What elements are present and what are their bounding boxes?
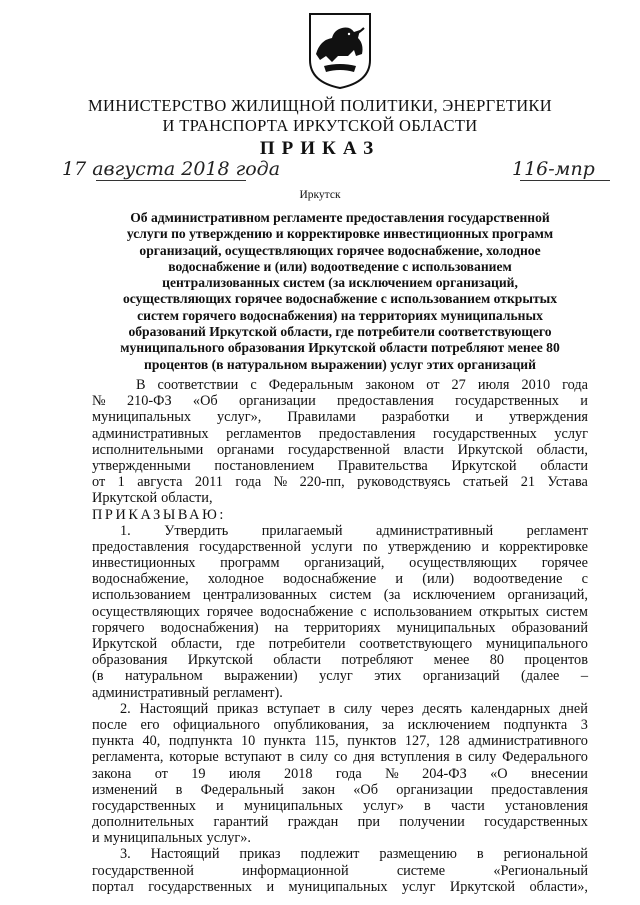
body-line	[92, 587, 588, 603]
word: осуществляющих	[409, 555, 518, 572]
word: календарных	[470, 700, 551, 717]
word: в	[424, 797, 431, 814]
word: государственных	[455, 393, 559, 410]
word: области»,	[529, 878, 588, 895]
word: услуг».	[206, 830, 252, 847]
word: дней	[559, 700, 588, 717]
word: №	[92, 393, 106, 410]
word: 80	[489, 652, 505, 669]
body-line	[92, 539, 588, 555]
word: муниципальных	[396, 619, 496, 636]
word: области,	[170, 636, 223, 652]
handwritten-number: 116-мпр	[512, 158, 595, 180]
word: муниципальных	[103, 830, 203, 847]
word: (за	[383, 587, 401, 604]
word: административного	[468, 733, 588, 750]
city: Иркутск	[299, 189, 341, 201]
word: использованием	[373, 603, 473, 620]
word: и	[92, 830, 100, 847]
word: от	[426, 377, 440, 393]
word: года	[235, 474, 262, 491]
word: руководствуясь	[357, 474, 451, 491]
word: муниципальных	[288, 878, 388, 895]
word: вступления	[380, 749, 450, 766]
word: «О	[490, 765, 508, 782]
word: силу	[299, 749, 329, 766]
word: области	[273, 652, 322, 669]
title-line: осуществляющих горячее водоснабжение с использованием открытых	[122, 291, 558, 307]
word: которые	[169, 749, 219, 766]
word: (в	[92, 668, 104, 685]
body-line	[92, 782, 588, 798]
word: разработки	[381, 409, 450, 426]
title-line: систем горячего водоснабжения) на территориях муниципальных	[137, 307, 543, 323]
word: 21	[520, 474, 536, 491]
word: Правительства	[337, 457, 428, 474]
word: дня	[353, 749, 375, 766]
body-line	[92, 474, 588, 490]
word: В	[136, 377, 146, 393]
body-line	[92, 555, 588, 571]
word: со	[333, 749, 348, 766]
word: «Об	[192, 393, 218, 410]
word: размещению	[379, 846, 457, 863]
word: административный	[92, 684, 210, 701]
word: 128	[438, 733, 460, 750]
word: года	[335, 765, 362, 782]
word: и	[481, 538, 489, 555]
word: образований	[511, 619, 588, 636]
word: вступает	[266, 700, 320, 717]
word: административный	[376, 522, 494, 539]
word: подлежит	[300, 846, 360, 863]
word: услуги	[311, 538, 353, 555]
word: 27	[451, 377, 466, 393]
word: и	[395, 571, 404, 588]
word: образования	[92, 652, 168, 669]
word: организаций,	[304, 555, 385, 572]
word: после	[92, 716, 127, 733]
word: области,	[536, 441, 588, 458]
word: при	[357, 814, 381, 831]
word: Иркутской	[92, 490, 158, 507]
word: организации	[238, 393, 316, 410]
word: июля	[477, 377, 510, 393]
word: 3	[580, 716, 588, 733]
body-line	[92, 490, 588, 506]
word: соответствующего	[359, 636, 473, 652]
word: 220-пп,	[299, 474, 345, 491]
body-line	[92, 717, 588, 733]
word: и	[266, 878, 275, 895]
title-line: муниципального образования Иркутской области потребляют менее 80	[120, 340, 560, 356]
word: государственной	[199, 538, 301, 555]
word: соответствии	[157, 377, 239, 393]
word: менее	[433, 652, 470, 669]
word: пункта	[92, 733, 134, 750]
word: услуг	[554, 425, 588, 442]
word: исполнительными	[92, 441, 204, 458]
word: августа	[137, 474, 183, 491]
word: по	[362, 538, 378, 555]
word: территориях	[304, 619, 381, 636]
word: №	[273, 474, 288, 491]
word: официального	[173, 716, 260, 733]
word: внесении	[530, 765, 588, 782]
word: 2011	[194, 474, 223, 491]
word: в	[175, 781, 183, 798]
word: с	[581, 571, 588, 588]
word: с	[250, 377, 257, 393]
body-line	[92, 733, 588, 749]
word: услуг»,	[216, 409, 262, 426]
word: инвестиционных	[92, 555, 196, 572]
word: Федеральным	[268, 377, 354, 393]
word: подпункта	[168, 733, 233, 750]
word: через	[380, 700, 414, 717]
word: в	[287, 749, 295, 766]
handwritten-date: 17 августа 2018 года	[62, 158, 281, 180]
word: дополнительных	[92, 814, 195, 831]
body-line	[92, 749, 588, 765]
word: силу	[343, 700, 373, 717]
word: государственных	[484, 814, 588, 831]
title-line: услуги по утверждению и корректировке инвестиционных программ	[126, 226, 554, 242]
word: (или)	[422, 571, 455, 588]
body-line	[92, 393, 588, 409]
body-line	[92, 636, 588, 652]
word: осуществляющих	[92, 603, 200, 620]
word: потребляют	[341, 652, 414, 669]
word: утверждению	[387, 538, 472, 555]
word: силу	[468, 749, 497, 766]
word: исключением	[412, 587, 496, 604]
word: Иркутской	[457, 441, 523, 458]
word: с	[360, 603, 367, 620]
number-underline	[520, 180, 610, 181]
body-line	[92, 620, 588, 636]
word: Иркутской	[451, 457, 517, 474]
body-line	[92, 507, 588, 523]
word: предоставления	[318, 425, 416, 442]
word: области	[540, 457, 588, 474]
word: и	[216, 797, 224, 814]
word: изменений	[92, 781, 158, 798]
word: государственных	[92, 797, 196, 814]
word: водоотведение	[473, 571, 563, 588]
word: водоснабжение,	[92, 571, 189, 588]
ministry-line-1: МИНИСТЕРСТВО ЖИЛИЩНОЙ ПОЛИТИКИ, ЭНЕРГЕТИКИ	[88, 96, 552, 115]
word: потребители	[268, 636, 346, 652]
word: закон	[302, 781, 336, 798]
document-body	[92, 377, 588, 895]
word: области,	[161, 490, 213, 507]
word: натуральном	[124, 668, 203, 685]
word: систем	[545, 603, 588, 620]
word: выражении)	[224, 668, 298, 685]
word: десять	[422, 700, 463, 717]
word: водоснабжение	[283, 571, 377, 588]
word: в	[476, 846, 484, 863]
body-line	[92, 426, 588, 442]
word: государственной	[287, 441, 390, 458]
word: 40,	[142, 733, 161, 750]
word: Иркутской	[449, 878, 516, 895]
title-line: водоснабжение и (или) водоотведение с использованием	[168, 258, 512, 274]
body-line	[92, 798, 588, 814]
word: приказ	[239, 846, 281, 863]
title-line: процентов (в натуральном выражении) услуг этих организаций	[144, 356, 536, 372]
word: водоснабжения)	[160, 619, 259, 636]
document-type: ПРИКАЗ	[259, 138, 381, 159]
word: организаций	[422, 668, 500, 685]
body-line	[92, 652, 588, 668]
word: систем	[329, 587, 372, 604]
word: регламент).	[213, 684, 283, 701]
body-line	[92, 571, 588, 587]
word: централизованных	[202, 587, 318, 604]
word: регламент	[526, 522, 588, 539]
word: года	[562, 377, 588, 393]
ministry-name	[80, 96, 560, 136]
word: Устава	[547, 474, 588, 491]
word: «Региональный	[493, 862, 588, 879]
word: 19	[191, 765, 206, 782]
word: муниципальных	[243, 797, 343, 814]
word: холодное	[207, 571, 264, 588]
word: Утвердить	[164, 522, 229, 539]
word: услуг»	[363, 797, 404, 814]
body-line	[92, 377, 588, 393]
word: и	[475, 409, 484, 426]
word: части	[451, 797, 485, 814]
word: утверждения	[509, 409, 588, 426]
word: ПРИКАЗЫВАЮ:	[92, 506, 226, 523]
word: гарантий	[213, 814, 269, 831]
word: Настоящий	[150, 846, 220, 863]
word: приказ	[216, 700, 259, 717]
word: пункта	[263, 733, 306, 750]
word: исключением	[407, 716, 491, 733]
word: государственной	[92, 862, 194, 879]
word: его	[140, 716, 160, 733]
word: программ	[220, 555, 280, 572]
body-line	[92, 879, 588, 895]
word: установления	[504, 797, 588, 814]
word: государственных	[148, 878, 253, 895]
word: 204-ФЗ	[422, 765, 467, 782]
word: регламента,	[92, 749, 164, 766]
word: –	[580, 668, 588, 685]
coat-of-arms-icon	[304, 10, 376, 90]
word: в	[455, 749, 463, 766]
word: органами	[217, 441, 275, 458]
title-line: централизованных систем (за исключением организаций,	[162, 275, 518, 291]
title-line: организаций, осуществляющих горячее водоснабжение, холодное	[139, 242, 541, 258]
word: системе	[396, 862, 446, 879]
body-line	[92, 766, 588, 782]
word: прилагаемый	[261, 522, 343, 539]
word: процентов	[524, 652, 588, 669]
body-line	[92, 814, 588, 830]
word: Настоящий	[139, 700, 209, 717]
word: вступают	[224, 749, 282, 766]
word: получении	[399, 814, 465, 831]
body-line	[92, 442, 588, 458]
word: горячего	[92, 619, 145, 636]
word: региональной	[503, 846, 588, 863]
word: (далее	[521, 668, 560, 685]
word: 127,	[404, 733, 430, 750]
body-line	[92, 846, 588, 862]
word: портал	[92, 878, 134, 895]
body-line	[92, 409, 588, 425]
word: муниципальных	[92, 409, 191, 426]
word: горячее	[206, 603, 254, 620]
word: организации	[396, 781, 473, 798]
word: закона	[92, 765, 132, 782]
word: информационной	[242, 862, 349, 879]
body-line	[92, 863, 588, 879]
word: горячее	[541, 555, 588, 572]
word: 1.	[120, 522, 131, 539]
word: в	[328, 700, 336, 717]
word: 1	[117, 474, 125, 491]
word: Иркутской	[187, 652, 253, 669]
body-line	[92, 685, 588, 701]
word: июля	[228, 765, 261, 782]
word: Правилами	[287, 409, 356, 426]
word: где	[236, 636, 255, 652]
word: пунктов	[347, 733, 397, 750]
word: открытых	[479, 603, 539, 620]
word: законом	[365, 377, 415, 393]
word: предоставления	[491, 781, 588, 798]
word: этих	[374, 668, 402, 685]
word: №	[385, 765, 399, 782]
word: и	[580, 393, 588, 410]
body-line	[92, 458, 588, 474]
word: 2.	[120, 700, 131, 717]
word: Иркутской	[92, 636, 158, 652]
word: от	[92, 474, 106, 491]
word: корректировке	[499, 538, 588, 555]
word: государственных	[432, 425, 537, 442]
word: 2018	[283, 765, 313, 782]
word: за	[382, 716, 395, 733]
word: регламентов	[226, 425, 302, 442]
word: услуг	[401, 878, 436, 895]
word: подпункта	[503, 716, 568, 733]
word: административных	[92, 425, 209, 442]
word: на	[274, 619, 289, 636]
body-line	[92, 604, 588, 620]
word: от	[154, 765, 168, 782]
word: организаций,	[507, 587, 588, 604]
word: «Об	[353, 781, 378, 798]
word: муниципального	[485, 636, 588, 652]
word: использованием	[92, 587, 191, 604]
word: 3.	[120, 846, 131, 863]
body-line	[92, 523, 588, 539]
word: постановлением	[214, 457, 315, 474]
word: опубликования,	[273, 716, 369, 733]
title-line: Об административном регламенте предоставления государственной	[130, 210, 550, 225]
word: 115,	[314, 733, 339, 750]
word: водоснабжение	[260, 603, 354, 620]
word: Федеральный	[200, 781, 284, 798]
body-line	[92, 701, 588, 717]
word: граждан	[287, 814, 339, 831]
body-line	[92, 830, 588, 846]
word: статьей	[462, 474, 509, 491]
word: Федерального	[502, 749, 588, 766]
ministry-line-2: И ТРАНСПОРТА ИРКУТСКОЙ ОБЛАСТИ	[162, 116, 478, 135]
word: предоставления	[337, 393, 434, 410]
word: 10	[240, 733, 256, 750]
word: услуг	[319, 668, 353, 685]
word: 210-ФЗ	[126, 393, 172, 410]
date-underline	[96, 180, 246, 181]
title-line: образований Иркутской области, где потребители соответствующего	[128, 324, 552, 340]
document-title	[92, 210, 588, 373]
body-line	[92, 668, 588, 684]
word: утвержденными	[92, 457, 191, 474]
word: 2010	[521, 377, 551, 393]
word: власти	[403, 441, 444, 458]
word: предоставления	[92, 538, 189, 555]
